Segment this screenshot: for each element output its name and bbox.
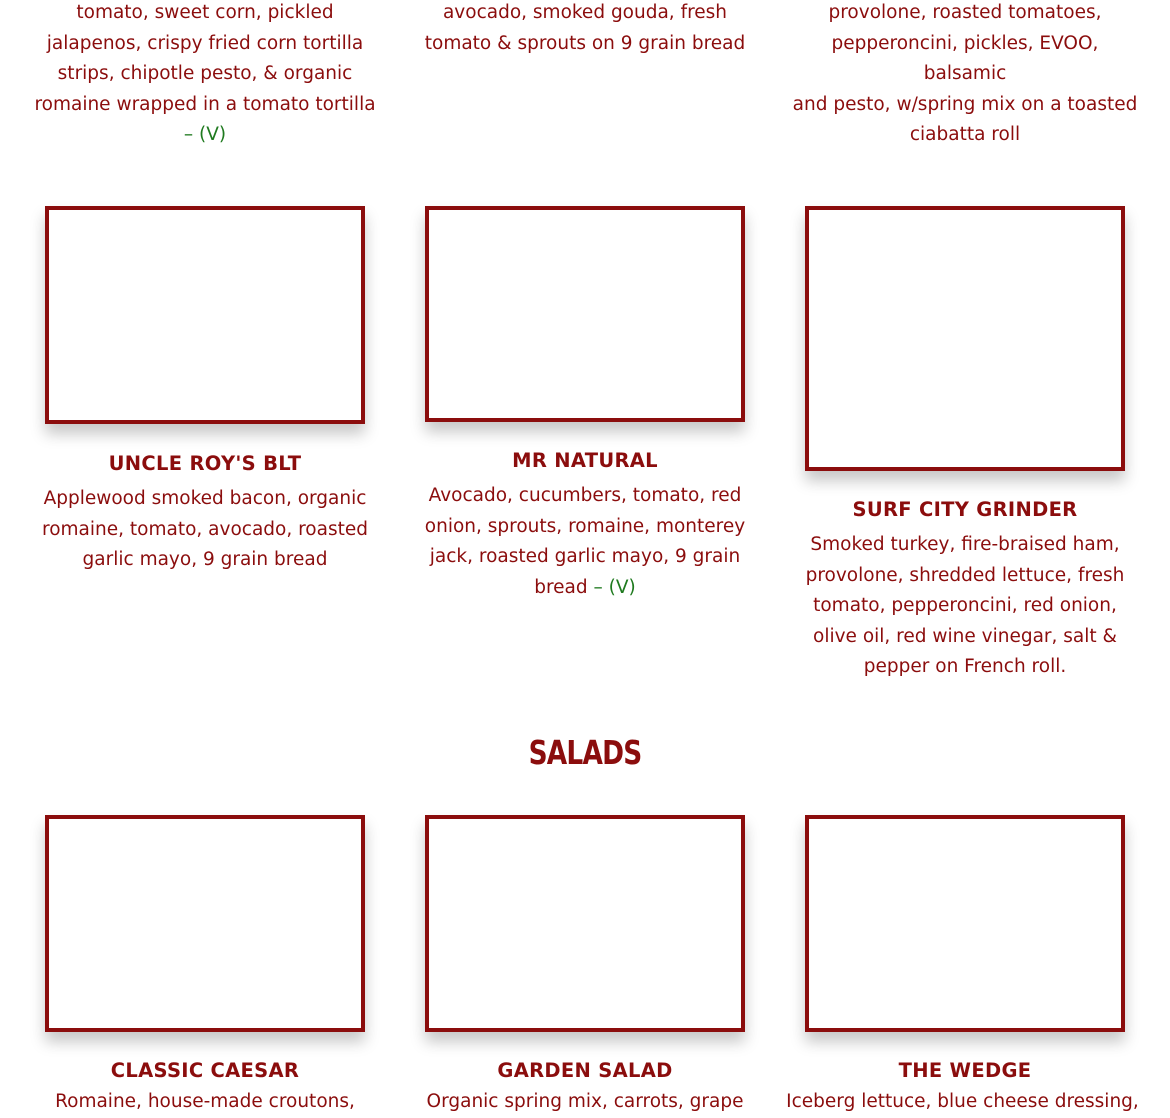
description-line: romaine wrapped in a tomato tortilla [34,93,376,115]
menu-item-image[interactable] [805,815,1125,1032]
menu-item-description [400,1087,770,1118]
description-line: jalapenos, crispy fried corn tortilla [46,32,364,54]
description-line: and pesto, w/spring mix on a toasted [792,93,1138,115]
menu-item-image[interactable] [805,206,1125,471]
menu-item-image[interactable] [425,206,745,422]
description-line: Romaine, house-made croutons, [55,1091,355,1112]
menu-item-description [30,0,380,151]
menu-item-title: THE WEDGE [898,1059,1032,1082]
menu-item-title: MR NATURAL [512,449,658,472]
description-line: pepper on French roll. [863,656,1067,678]
description-line: tomato & sprouts on 9 grain bread [424,32,746,54]
description-line: strips, chipotle pesto, & organic [57,63,353,85]
menu-item-description [775,1087,1150,1118]
description-line: ciabatta roll [909,124,1021,146]
vegetarian-tag: – (V) [593,576,636,598]
menu-item-description [410,0,760,59]
description-line: jack, roasted garlic mayo, 9 grain [429,546,741,568]
menu-item-image[interactable] [425,815,745,1032]
description-line: tomato, sweet corn, pickled [76,2,334,23]
description-line [420,573,750,604]
description-line: pepperoncini, pickles, EVOO, balsamic [831,32,1099,85]
menu-item-title: CLASSIC CAESAR [110,1059,300,1082]
description-line: Iceberg lettuce, blue cheese dressing, [786,1091,1139,1112]
menu-item-description [40,484,370,576]
description-line-text: bread [534,576,588,598]
description-line: provolone, shredded lettuce, fresh [805,564,1125,586]
menu-item-title: SURF CITY GRINDER [852,498,1078,521]
menu-item-title: GARDEN SALAD [497,1059,673,1082]
description-line: Smoked turkey, fire-braised ham, [810,534,1120,555]
description-line: olive oil, red wine vinegar, salt & [813,625,1117,647]
section-heading-salads: SALADS [528,733,642,772]
description-line: provolone, roasted tomatoes, [828,2,1102,23]
menu-item-description [800,530,1130,683]
menu-item-description [420,481,750,603]
description-line: romaine, tomato, avocado, roasted [42,518,368,540]
menu-item-title: UNCLE ROY'S BLT [108,452,302,475]
vegetarian-tag: – (V) [183,124,227,146]
menu-item-description [20,1087,390,1118]
description-line: onion, sprouts, romaine, monterey [424,515,746,537]
description-line: avocado, smoked gouda, fresh [442,2,728,23]
description-line: tomato, pepperoncini, red onion, [813,595,1117,617]
menu-item-image[interactable] [45,206,365,424]
description-line: Organic spring mix, carrots, grape [426,1091,744,1112]
menu-item-image[interactable] [45,815,365,1032]
description-line: Avocado, cucumbers, tomato, red [428,485,742,506]
description-line: Applewood smoked bacon, organic [43,488,367,509]
description-line: garlic mayo, 9 grain bread [82,549,328,571]
menu-item-description [790,0,1140,151]
